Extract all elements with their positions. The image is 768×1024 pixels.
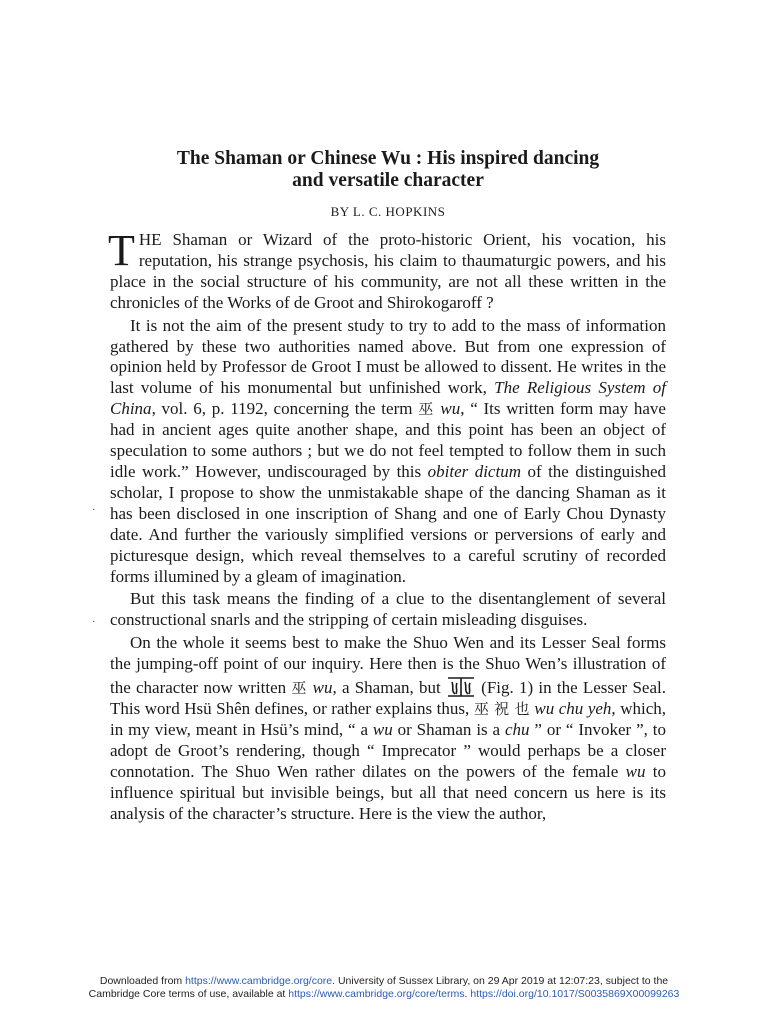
paragraph-2-text-a: It is not the aim of the present study to try to add to the mass of information gathered by these two authorities named above. But from one expression of opinion held by Professor de Groot I must be allowed to dissent. He writes in the last volume of his monumental but unfinished work, [110,315,666,398]
footer-text: . University of Sussex Library, on 29 Apr 2019 at 12:07:23, subject to the [332,975,669,987]
wu-character: 巫 [418,400,435,419]
paragraph-1 [108,226,666,314]
footer-line-1 [0,975,768,988]
drop-cap: T [108,226,135,275]
paragraph-4-text-b: , a Shaman, but [332,678,446,698]
term-wu: wu [625,761,646,781]
seal-script-wu-glyph [446,675,476,699]
wu-chu-yeh-characters: 巫 祝 也 [473,700,530,719]
author-byline: BY L. C. HOPKINS [330,204,446,219]
margin-speck: · [92,617,96,628]
doi-link[interactable]: https://doi.org/10.1017/S0035869X00099263 [470,988,680,1000]
term-wu: wu [372,719,393,739]
title-line-2: and versatile character [292,170,484,191]
paragraph-3: But this task means the finding of a clue to the disentanglement of several constructional snarls and the stripping of certain misleading disguises. [110,589,666,630]
paragraph-4-text-a: On the whole it seems best to make the Shuo Wen and its Lesser Seal forms the jumping-off point of our inquiry. Here then is the Shuo Wen’s illustration of the character now written [110,633,666,698]
article-title [100,148,676,192]
paragraph-2-text-b: , vol. 6, p. 1192, concerning the term [151,399,419,419]
paragraph-1-text: HE Shaman or Wizard of the proto-historic Orient, his vocation, his reputation, his strange psychosis, his claim to thaumaturgic powers, and his place in the social structure of his community, are not all these written in the chronicles of the Works of de Groot and Shirokogaroff ? [110,230,666,312]
paragraph-4-text-d: , which, in my view, meant in Hsü’s mind, “ a [110,699,667,739]
paragraph-2-text-d: of the distinguished scholar, I propose to show the unmistakable shape of the dancing Shaman as it has been disclosed in one inscription of Shang and one of Early Chou Dynasty date. And further the variously simplified versions or perversions of early and picturesque design, which reveal themselves to a careful scrutiny of recorded forms illumined by a gleam of imagination. [110,461,666,586]
term-wu: wu [440,399,461,419]
margin-speck: · [92,505,96,516]
term-wu: wu [312,678,333,698]
terms-link[interactable]: https://www.cambridge.org/core/terms [288,988,465,1000]
paragraph-2-text-c: , “ Its written form may have had in ancient ages quite another shape, and this point has been an object of speculation to some authors ; but we do not feel tempted to follow them in such idle work.” However, undiscouraged by this [110,399,666,481]
term-wu-chu-yeh: wu chu yeh [534,699,612,719]
term-obiter-dictum: obiter dictum [427,461,521,481]
paragraph-4-text-f: ” or “ Invoker ”, to adopt de Groot’s rendering, though “ Imprecator ” would perhaps be a closer connotation. The Shuo Wen rather dilates on the powers of the female [110,719,666,781]
footer-line-2 [0,988,768,1001]
article-body [108,226,667,824]
paragraph-4 [110,633,666,824]
title-line-1: The Shaman or Chinese Wu : His inspired dancing [176,148,600,169]
term-chu: chu [504,719,530,739]
cambridge-core-link[interactable]: https://www.cambridge.org/core [185,975,333,987]
paragraph-4-text-c: (Fig. 1) in the Lesser Seal. This word Hsü Shên defines, or rather explains thus, [110,678,666,719]
footer-text: Cambridge Core terms of use, available at [88,988,289,1000]
wu-character: 巫 [291,679,308,698]
paragraph-4-text-e: or Shaman is a [392,719,505,739]
paragraph-4-text-g: to influence spiritual but invisible beings, but all that need concern us here is its analysis of the character’s structure. Here is the view the author, [110,761,666,823]
footer-text: . [464,988,471,1000]
paragraph-2 [110,316,666,588]
book-title-religious-system: The Religious System of China [110,378,666,419]
download-footer [0,975,768,1001]
footer-text: Downloaded from [99,975,186,987]
